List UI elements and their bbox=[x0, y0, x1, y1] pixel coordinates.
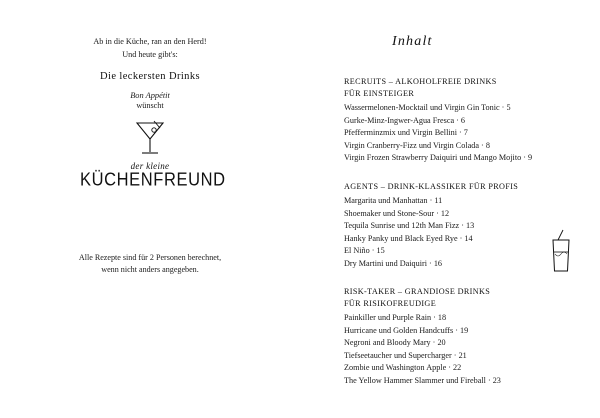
logo-line-2: KÜCHENFREUND bbox=[80, 170, 226, 191]
drinks-headline: Die leckersten Drinks bbox=[100, 71, 200, 83]
publisher-logo bbox=[80, 119, 226, 191]
right-page bbox=[300, 0, 600, 418]
toc-section bbox=[344, 181, 570, 270]
toc-entry[interactable]: Zombie und Washington Apple · 22 bbox=[344, 363, 462, 373]
logo-line-1: der kleine bbox=[130, 161, 170, 172]
toc-section-heading bbox=[344, 181, 570, 193]
toc-heading-line-1: RECRUITS – ALKOHOLFREIE DRINKS bbox=[344, 77, 497, 86]
toc-entry[interactable]: Painkiller und Purple Rain · 18 bbox=[344, 313, 447, 323]
serving-note-line-2: wenn nicht anders angegeben. bbox=[101, 265, 199, 275]
toc-entry[interactable]: Hanky Panky und Black Eyed Rye · 14 bbox=[344, 233, 473, 243]
toc-entry[interactable]: Pfefferminzmix und Virgin Bellini · 7 bbox=[344, 128, 468, 138]
intro-line-1: Ab in die Küche, ran an den Herd! bbox=[93, 37, 207, 46]
toc-entry[interactable]: Shoemaker und Stone-Sour · 12 bbox=[344, 208, 450, 218]
toc-section-heading bbox=[344, 286, 570, 309]
cocktail-glass-icon bbox=[133, 119, 167, 159]
toc-heading-line-1: RISK-TAKER – GRANDIOSE DRINKS bbox=[344, 287, 491, 297]
toc-entry[interactable]: Gurke-Minz-Ingwer-Agua Fresca · 6 bbox=[344, 115, 466, 125]
toc-entry[interactable]: Negroni and Bloody Mary · 20 bbox=[344, 338, 446, 348]
wuenscht-text: wünscht bbox=[136, 101, 164, 111]
toc-section-heading bbox=[344, 76, 570, 99]
toc-entry[interactable]: Tiefseetaucher und Supercharger · 21 bbox=[344, 350, 467, 360]
bon-appetit-text: Bon Appétit bbox=[130, 91, 170, 101]
toc-entry[interactable]: El Niño · 15 bbox=[344, 246, 385, 256]
toc-heading-line-2: FÜR EINSTEIGER bbox=[344, 88, 415, 98]
serving-note-line-1: Alle Rezepte sind für 2 Personen berechnet, bbox=[78, 253, 222, 262]
toc-section bbox=[344, 76, 570, 165]
intro-text bbox=[26, 36, 274, 61]
toc-entry[interactable]: Hurricane und Golden Handcuffs · 19 bbox=[344, 325, 469, 335]
toc-entry[interactable]: The Yellow Hammer Slammer und Fireball · 23 bbox=[344, 375, 501, 385]
toc-heading-line-2: FÜR RISIKOFREUDIGE bbox=[344, 298, 437, 308]
toc-entry[interactable]: Virgin Cranberry-Fizz und Virgin Colada · 8 bbox=[344, 140, 490, 150]
serving-note bbox=[26, 252, 274, 276]
toc-entry[interactable]: Margarita und Manhattan · 11 bbox=[344, 196, 443, 206]
intro-line-2: Und heute gibt's: bbox=[122, 49, 178, 59]
highball-glass-icon bbox=[544, 228, 578, 274]
toc-entry[interactable]: Wassermelonen-Mocktail und Virgin Gin Tonic · 5 bbox=[344, 103, 511, 113]
toc-entry[interactable]: Dry Martini und Daiquiri · 16 bbox=[344, 258, 443, 268]
toc-entry[interactable]: Virgin Frozen Strawberry Daiquiri und Mango Mojito · 9 bbox=[344, 153, 533, 163]
page-title: Inhalt bbox=[392, 34, 433, 49]
toc-entry[interactable]: Tequila Sunrise und 12th Man Fizz · 13 bbox=[344, 221, 475, 231]
toc-heading-line-1: AGENTS – DRINK-KLASSIKER FÜR PROFIS bbox=[344, 181, 519, 191]
toc-section bbox=[344, 286, 570, 387]
